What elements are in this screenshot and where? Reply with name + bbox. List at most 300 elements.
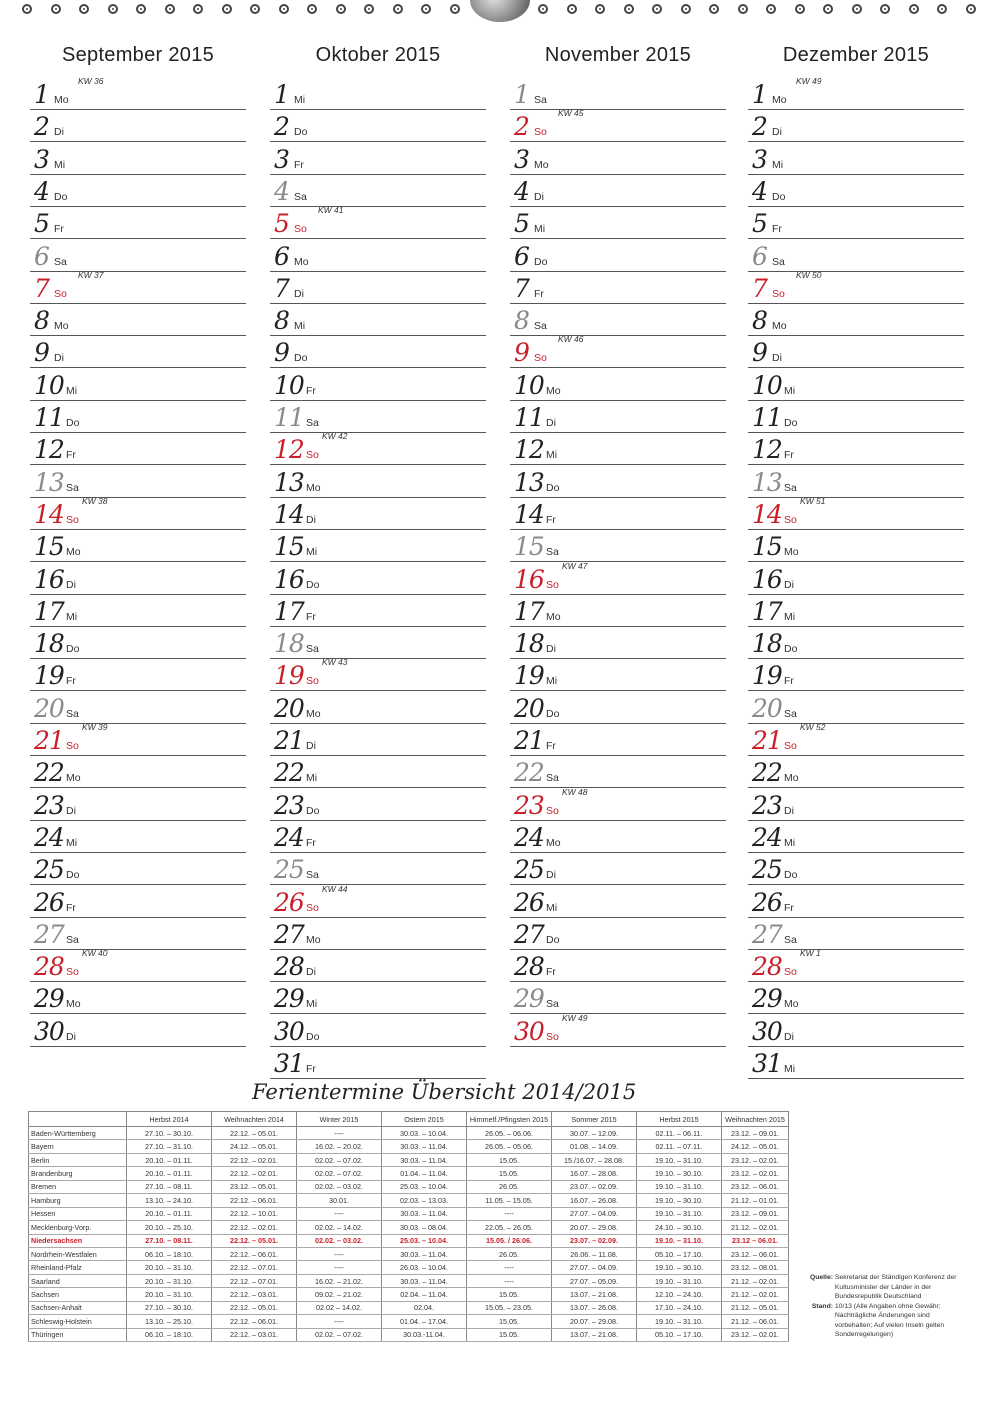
day-row: [270, 530, 486, 562]
day-number: 26: [752, 887, 782, 917]
weekday-label: So: [784, 740, 797, 752]
day-row: [30, 495, 246, 530]
weekday-label: Mi: [534, 223, 546, 236]
ferien-cell: 02.02. – 07.02.: [297, 1167, 382, 1180]
day-row: [270, 433, 486, 465]
ferien-cell: 01.08. – 14.09.: [552, 1140, 637, 1153]
weekday-label: Do: [306, 1030, 320, 1043]
day-number: 11: [274, 403, 304, 432]
binding-ring: [766, 4, 776, 14]
weekday-label: Mi: [66, 610, 78, 623]
weekday-label: Mo: [784, 546, 799, 559]
ferien-cell: 26.05. – 06.06.: [467, 1127, 552, 1140]
ferien-column-header: Weihnachten 2015: [722, 1112, 789, 1127]
day-row: [30, 175, 246, 207]
ferien-state-name: Schleswig-Holstein: [29, 1315, 127, 1328]
day-number: 19: [34, 661, 64, 691]
ferien-state-name: Sachsen-Anhalt: [29, 1301, 127, 1314]
ferien-cell: 02.02. – 07.02.: [297, 1328, 382, 1341]
ferien-cell: 23.12. – 05.01.: [212, 1180, 297, 1193]
ferien-cell: 23.07. – 02.09.: [552, 1234, 637, 1247]
weekday-label: Mo: [546, 836, 561, 849]
day-number: 14: [514, 499, 544, 529]
weekday-label: So: [306, 901, 319, 914]
ferien-cell: 30.03. – 11.04.: [382, 1207, 467, 1220]
calendar-week-label: KW 47: [562, 560, 588, 571]
day-row: [30, 110, 246, 142]
day-row: [510, 821, 726, 853]
day-row: [748, 175, 964, 207]
ferien-cell: 22.12. – 07.01.: [212, 1261, 297, 1274]
weekday-label: So: [66, 513, 79, 526]
day-number: 22: [752, 758, 782, 788]
day-number: 28: [514, 952, 544, 982]
weekday-label: Di: [54, 352, 64, 365]
binding-ring: [909, 4, 919, 14]
ferien-cell: 19.10. – 31.10.: [637, 1153, 722, 1166]
weekday-label: Do: [66, 417, 80, 429]
day-row: [510, 595, 726, 627]
binding-ring: [22, 4, 32, 14]
weekday-label: Fr: [534, 287, 544, 300]
ferien-cell: 02.02. – 14.02.: [297, 1221, 382, 1234]
month-title: Oktober 2015: [315, 44, 441, 66]
day-row: [270, 207, 486, 239]
binding-ring: [595, 4, 605, 14]
day-number: 30: [752, 1016, 782, 1046]
day-number: 26: [274, 887, 304, 917]
ferien-cell: 06.10. – 18.10.: [127, 1328, 212, 1341]
day-number: 17: [752, 596, 782, 626]
day-number: 7: [274, 273, 289, 303]
stand-label: Stand:: [811, 1302, 833, 1310]
day-number: 1: [752, 80, 767, 109]
weekday-label: Fr: [66, 449, 76, 462]
day-number: 21: [514, 726, 544, 755]
day-row: [510, 724, 726, 756]
day-number: 28: [752, 952, 782, 982]
calendar-week-label: KW 51: [800, 495, 826, 506]
weekday-label: Sa: [546, 772, 559, 785]
ferien-cell: 24.12. – 05.01.: [212, 1140, 297, 1153]
ferien-cell: 21.12. – 01.01.: [722, 1194, 789, 1207]
ferien-cell: ----: [297, 1207, 382, 1220]
ferien-cell: 12.10. – 24.10.: [637, 1288, 722, 1301]
day-row: [270, 1047, 486, 1079]
ferien-cell: 15.05.: [467, 1167, 552, 1180]
ferien-cell: 01.04. – 11.04.: [382, 1167, 467, 1180]
day-row: [510, 466, 726, 498]
ferien-state-name: Baden-Württemberg: [29, 1127, 127, 1140]
weekday-label: Mo: [54, 94, 69, 106]
day-number: 8: [34, 306, 49, 336]
ferien-cell: 19.10. – 31.10.: [637, 1315, 722, 1328]
weekday-label: Do: [294, 352, 308, 365]
day-row: [30, 724, 246, 756]
binding-ring: [738, 4, 748, 14]
day-row: [270, 498, 486, 530]
stand-text: 10/13 (Alle Angaben ohne Gewähr; Nachträgliche Änderungen sind vorbehalten; Auf vielen Inseln gelten Sonderregelungen): [834, 1302, 945, 1338]
day-row: [748, 886, 964, 918]
day-number: 16: [514, 564, 544, 594]
day-number: 18: [752, 629, 782, 659]
day-number: 16: [34, 564, 64, 594]
day-number: 21: [274, 726, 304, 755]
weekday-label: So: [306, 675, 319, 688]
ferien-row: [29, 1328, 789, 1341]
day-number: 20: [752, 693, 782, 723]
ferien-cell: 06.10. – 18.10.: [127, 1247, 212, 1260]
weekday-label: Sa: [306, 643, 319, 656]
ferien-row: [29, 1261, 789, 1274]
day-number: 2: [274, 112, 289, 142]
binding-ring: [108, 4, 118, 14]
day-row: [30, 304, 246, 336]
ferien-cell: ----: [297, 1127, 382, 1140]
day-number: 15: [752, 532, 782, 562]
day-row: [510, 659, 726, 691]
weekday-label: Do: [294, 126, 308, 139]
binding-ring: [336, 4, 346, 14]
ferien-state-name: Hamburg: [29, 1194, 127, 1207]
day-number: 29: [34, 984, 64, 1014]
ferien-cell: 13.07. – 21.08.: [552, 1328, 637, 1341]
calendar-week-label: KW 41: [318, 205, 344, 216]
day-row: [30, 207, 246, 239]
day-number: 10: [752, 370, 782, 400]
ferien-cell: 20.10. – 31.10.: [127, 1288, 212, 1301]
day-row: [748, 918, 964, 950]
day-row: [510, 886, 726, 918]
ferien-cell: 15.05.: [467, 1153, 552, 1166]
calendar-week-label: KW 49: [562, 1012, 588, 1023]
day-row: [30, 821, 246, 853]
day-row: [30, 595, 246, 627]
day-number: 2: [752, 112, 767, 142]
ferien-cell: 02.02 – 14.02.: [297, 1301, 382, 1314]
day-number: 29: [752, 984, 782, 1014]
weekday-label: Di: [66, 578, 76, 591]
binding-ring: [966, 4, 976, 14]
day-row: [748, 433, 964, 465]
weekday-label: Sa: [772, 255, 785, 268]
weekday-label: Di: [784, 1030, 794, 1043]
day-number: 6: [752, 241, 767, 271]
weekday-label: Fr: [546, 740, 556, 752]
day-row: [270, 272, 486, 304]
binding-ring: [852, 4, 862, 14]
ferien-cell: 21.12. – 02.01.: [722, 1221, 789, 1234]
ferien-cell: 16.02. – 20.02.: [297, 1140, 382, 1153]
ferien-cell: 17.10. – 24.10.: [637, 1301, 722, 1314]
day-number: 11: [514, 403, 544, 432]
month-title: Dezember 2015: [782, 44, 930, 66]
day-row: [510, 175, 726, 207]
ferien-state-name: Niedersachsen: [29, 1234, 127, 1247]
ferien-cell: 20.10. – 25.10.: [127, 1221, 212, 1234]
ferien-cell: 24.10. – 30.10.: [637, 1221, 722, 1234]
day-number: 26: [34, 887, 64, 917]
day-number: 3: [752, 144, 767, 174]
calendar-week-label: KW 38: [82, 495, 108, 506]
day-number: 31: [752, 1049, 782, 1078]
day-number: 22: [514, 758, 544, 788]
weekday-label: Di: [784, 578, 794, 591]
day-row: [30, 950, 246, 982]
ferien-cell: 21.12. – 02.01.: [722, 1274, 789, 1287]
calendar-week-label: KW 48: [562, 786, 588, 797]
day-number: 5: [514, 209, 529, 239]
weekday-label: So: [546, 1030, 559, 1043]
weekday-label: Do: [546, 707, 560, 720]
day-number: 15: [34, 532, 64, 562]
ferien-header-row: [29, 1112, 789, 1127]
ferien-cell: 27.10. – 30.10.: [127, 1301, 212, 1314]
weekday-label: Fr: [306, 836, 316, 849]
ferien-cell: 23.12. – 09.01.: [722, 1207, 789, 1220]
ferien-cell: 19.10. – 31.10.: [637, 1234, 722, 1247]
day-number: 22: [34, 758, 64, 788]
weekday-label: Fr: [54, 223, 64, 236]
ferien-cell: ----: [297, 1261, 382, 1274]
weekday-label: Sa: [546, 546, 559, 559]
weekday-label: So: [534, 126, 547, 139]
binding-ring: [222, 4, 232, 14]
day-row: [510, 1012, 726, 1047]
binding-ring: [79, 4, 89, 14]
day-number: 15: [514, 532, 544, 562]
weekday-label: Mo: [306, 707, 321, 720]
ferien-cell: 22.12. – 05.01.: [212, 1301, 297, 1314]
ferien-cell: 25.03. – 10.04.: [382, 1180, 467, 1193]
weekday-label: Mi: [546, 675, 558, 688]
ferien-cell: 13.07. – 21.08.: [552, 1288, 637, 1301]
ferien-cell: ----: [297, 1315, 382, 1328]
day-row: [30, 336, 246, 368]
day-row: [510, 756, 726, 788]
weekday-label: Do: [66, 643, 80, 656]
ferien-row: [29, 1140, 789, 1153]
weekday-label: Do: [784, 643, 798, 656]
weekday-label: Fr: [294, 158, 304, 171]
ferien-cell: 24.12. – 05.01.: [722, 1140, 789, 1153]
day-number: 13: [514, 467, 544, 497]
day-row: [270, 240, 486, 272]
day-row: [270, 789, 486, 821]
ferien-state-name: Hessen: [29, 1207, 127, 1220]
day-row: [748, 304, 964, 336]
day-row: [510, 240, 726, 272]
weekday-label: Sa: [784, 933, 797, 946]
ferien-state-name: Brandenburg: [29, 1167, 127, 1180]
day-row: [270, 563, 486, 595]
ferien-cell: 01.04. – 17.04.: [382, 1315, 467, 1328]
day-row: [270, 78, 486, 110]
weekday-label: Mi: [772, 158, 784, 171]
day-row: [510, 143, 726, 175]
ferien-column-header: Weihnachten 2014: [212, 1112, 297, 1127]
day-row: [270, 304, 486, 336]
day-row: [510, 304, 726, 336]
day-number: 14: [274, 499, 304, 529]
ferien-state-name: Sachsen: [29, 1288, 127, 1301]
day-number: 4: [34, 176, 49, 206]
weekday-label: Mo: [66, 772, 81, 785]
day-number: 6: [514, 241, 529, 271]
ferien-cell: 19.10. – 30.10.: [637, 1261, 722, 1274]
binding-ring: [624, 4, 634, 14]
weekday-label: Sa: [66, 933, 79, 946]
day-number: 7: [34, 273, 49, 303]
day-number: 17: [514, 596, 544, 626]
day-number: 8: [514, 306, 529, 336]
day-row: [748, 336, 964, 368]
binding-ring: [709, 4, 719, 14]
day-row: [748, 595, 964, 627]
day-row: [510, 627, 726, 659]
ferien-cell: 22.12. – 10.01.: [212, 1207, 297, 1220]
ferien-state-name: Bremen: [29, 1180, 127, 1193]
day-number: 26: [514, 887, 544, 917]
day-row: [510, 369, 726, 401]
weekday-label: Di: [306, 740, 316, 752]
binding-ring: [193, 4, 203, 14]
ferien-cell: 30.03. – 08.04.: [382, 1221, 467, 1234]
day-row: [270, 143, 486, 175]
day-row: [270, 724, 486, 756]
weekday-label: Di: [534, 190, 544, 203]
day-row: [748, 821, 964, 853]
day-number: 23: [514, 790, 544, 820]
ferien-cell: 02.04. – 11.04.: [382, 1288, 467, 1301]
day-number: 24: [34, 822, 64, 852]
day-row: [748, 950, 964, 982]
day-row: [270, 950, 486, 982]
weekday-label: Fr: [306, 1063, 316, 1075]
ferien-state-name: Thüringen: [29, 1328, 127, 1341]
day-row: [748, 563, 964, 595]
weekday-label: Mi: [294, 94, 306, 106]
ferien-cell: 23.07. – 02.09.: [552, 1180, 637, 1193]
weekday-label: Fr: [66, 901, 76, 914]
day-row: [270, 883, 486, 918]
day-number: 29: [274, 984, 304, 1014]
spiral-binding: [0, 0, 1000, 24]
day-row: [510, 853, 726, 885]
weekday-label: Sa: [546, 998, 559, 1011]
day-row: [30, 530, 246, 562]
binding-ring: [165, 4, 175, 14]
day-row: [270, 110, 486, 142]
weekday-label: Do: [784, 417, 798, 429]
binding-ring: [364, 4, 374, 14]
day-number: 4: [274, 176, 289, 206]
day-row: [270, 1015, 486, 1047]
weekday-label: Mi: [546, 901, 558, 914]
day-row: [30, 433, 246, 465]
source-note: [805, 1273, 965, 1340]
ferien-cell: 15.05. / 26.06.: [467, 1234, 552, 1247]
ferien-cell: 20.07. – 29.08.: [552, 1221, 637, 1234]
weekday-label: Sa: [534, 320, 547, 333]
calendar-week-label: KW 45: [558, 108, 584, 119]
day-row: [748, 369, 964, 401]
weekday-label: Fr: [66, 675, 76, 688]
ferien-row: [29, 1221, 789, 1234]
ferien-row: [29, 1207, 789, 1220]
ferien-cell: 15.05. – 23.05.: [467, 1301, 552, 1314]
weekday-label: Mi: [54, 158, 66, 171]
day-row: [510, 207, 726, 239]
weekday-label: Mo: [294, 255, 309, 268]
day-row: [748, 627, 964, 659]
day-number: 11: [752, 403, 782, 432]
ferien-cell: 30.01.: [297, 1194, 382, 1207]
day-number: 1: [514, 80, 529, 109]
calendar-week-label: KW 43: [322, 657, 348, 668]
day-row: [748, 756, 964, 788]
day-row: [30, 240, 246, 272]
day-row: [30, 563, 246, 595]
ferien-cell: 02.02. – 07.02.: [297, 1153, 382, 1166]
day-row: [270, 918, 486, 950]
day-row: [510, 692, 726, 724]
day-number: 25: [514, 855, 544, 885]
weekday-label: Mo: [546, 610, 561, 623]
day-row: [30, 78, 246, 110]
ferien-cell: 27.10. – 08.11.: [127, 1234, 212, 1247]
ferien-row: [29, 1274, 789, 1287]
hanger-hook: [470, 0, 530, 22]
day-row: [30, 918, 246, 950]
weekday-label: Di: [66, 1030, 76, 1043]
ferien-cell: 19.10. – 31.10.: [637, 1274, 722, 1287]
day-row: [748, 143, 964, 175]
binding-ring: [652, 4, 662, 14]
day-number: 5: [34, 209, 49, 239]
calendar-week-label: KW 39: [82, 722, 108, 732]
weekday-label: So: [772, 287, 785, 300]
ferien-cell: 26.05.: [467, 1247, 552, 1260]
weekday-label: Sa: [294, 190, 307, 203]
ferien-cell: 02.11. – 07.11.: [637, 1140, 722, 1153]
day-number: 12: [34, 435, 64, 465]
ferien-cell: 27.10. – 31.10.: [127, 1140, 212, 1153]
ferien-cell: 19.10. – 31.10.: [637, 1180, 722, 1193]
day-number: 9: [514, 338, 529, 368]
day-number: 25: [274, 855, 304, 885]
day-number: 28: [274, 952, 304, 982]
ferien-column-header: [29, 1112, 127, 1127]
day-number: 27: [752, 919, 782, 949]
ferien-cell: 20.10. – 01.11.: [127, 1207, 212, 1220]
ferien-row: [29, 1234, 789, 1247]
weekday-label: So: [66, 966, 79, 979]
weekday-label: Sa: [534, 94, 547, 106]
weekday-label: Do: [306, 578, 320, 591]
weekday-label: Sa: [306, 417, 319, 429]
day-number: 14: [34, 499, 64, 529]
ferien-cell: 05.10. – 17.10.: [637, 1328, 722, 1341]
ferien-row: [29, 1167, 789, 1180]
day-row: [510, 78, 726, 110]
ferien-cell: 30.03.-11.04.: [382, 1328, 467, 1341]
ferien-cell: 09.02. – 21.02.: [297, 1288, 382, 1301]
ferien-cell: 11.05. – 15.05.: [467, 1194, 552, 1207]
ferien-cell: 15.05.: [467, 1328, 552, 1341]
weekday-label: Mo: [306, 481, 321, 494]
binding-ring: [136, 4, 146, 14]
